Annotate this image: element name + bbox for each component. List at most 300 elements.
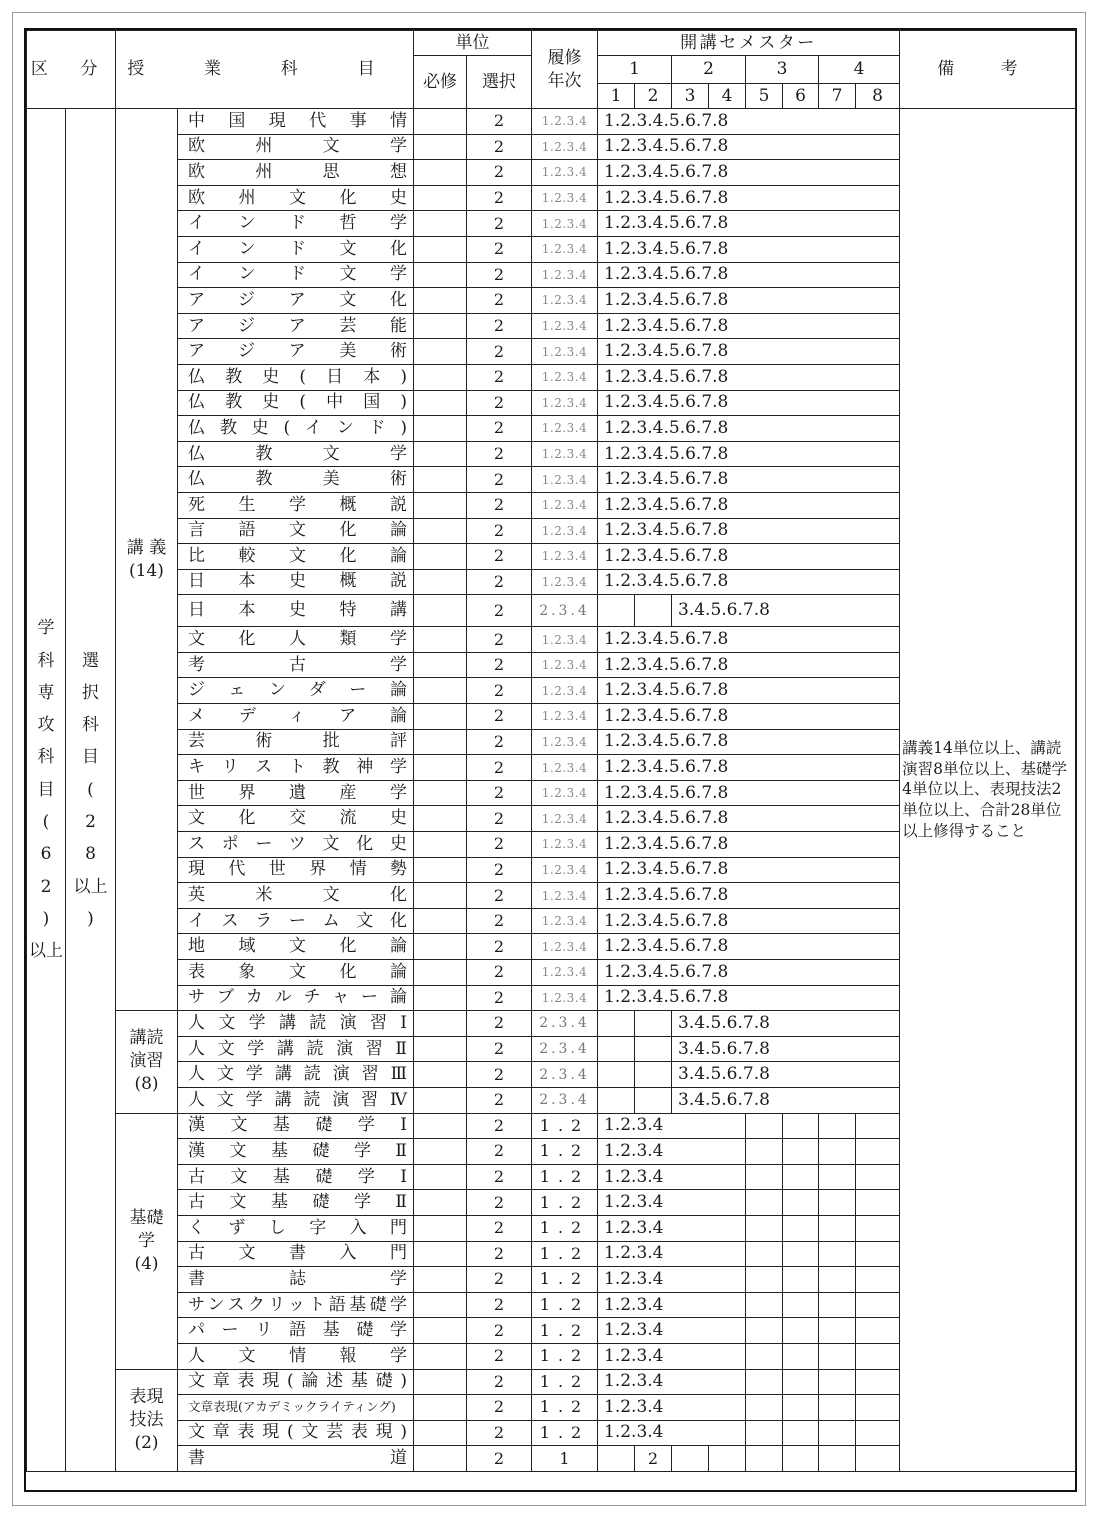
required-credit [414,1292,467,1318]
elective-credit: 2 [467,985,532,1011]
semester-cell: 1.2.3.4 [598,1215,746,1241]
semester-cell [783,1164,819,1190]
semester-1-header: 1 [598,84,635,109]
semester-cell [856,1215,900,1241]
semester-cell: 1.2.3.4.5.6.7.8 [598,883,900,909]
semester-header: 開講セメスター [598,31,900,56]
semester-cell: 1.2.3.4.5.6.7.8 [598,985,900,1011]
semester-cell: 1.2.3.4.5.6.7.8 [598,185,900,211]
subject-name: 世界遺産学 [178,780,414,806]
semester-cell [783,1215,819,1241]
course-year: 1.2 [532,1164,598,1190]
semester-cell: 1.2.3.4.5.6.7.8 [598,806,900,832]
subject-name: 現代世界情勢 [178,857,414,883]
semester-cell [746,1343,783,1369]
semester-cell [819,1139,856,1165]
required-credit [414,1369,467,1395]
semester-cell: 3.4.5.6.7.8 [672,1011,900,1037]
subject-name: 英米文化 [178,883,414,909]
course-year: 1.2.3.4 [532,160,598,186]
course-year: 1.2.3.4 [532,313,598,339]
required-credit [414,908,467,934]
subject-name: メディア論 [178,704,414,730]
semester-cell [709,1446,746,1472]
elective-credit: 2 [467,544,532,570]
course-year: 1.2.3.4 [532,416,598,442]
course-year: 2.3.4 [532,1062,598,1088]
basic-category: 基礎 学 (4) [116,1113,178,1369]
course-year: 1.2.3.4 [532,339,598,365]
elective-credit: 2 [467,1139,532,1165]
subject-name: アジア美術 [178,339,414,365]
subject-name: 欧州文学 [178,134,414,160]
course-year: 1.2.3.4 [532,236,598,262]
subject-name: サンスクリット語基礎学 [178,1292,414,1318]
required-credit [414,755,467,781]
elective-credit: 2 [467,627,532,653]
elective-credit: 2 [467,1062,532,1088]
required-credit [414,780,467,806]
required-credit [414,492,467,518]
subject-name: 比較文化論 [178,544,414,570]
semester-cell [746,1241,783,1267]
elective-credit: 2 [467,806,532,832]
semester-4-header: 4 [709,84,746,109]
semester-cell: 1.2.3.4 [598,1267,746,1293]
elective-credit: 2 [467,595,532,627]
course-year: 1.2.3.4 [532,518,598,544]
required-credit [414,467,467,493]
elective-credit: 2 [467,857,532,883]
semester-cell [746,1113,783,1139]
subject-name: 人文学講読演習Ⅲ [178,1062,414,1088]
curriculum-document [24,28,1077,1492]
course-year: 1.2 [532,1215,598,1241]
semester-cell: 1.2.3.4.5.6.7.8 [598,441,900,467]
required-credit [414,1062,467,1088]
credits-header: 単位 [414,31,532,56]
course-year: 1.2.3.4 [532,134,598,160]
semester-5-header: 5 [746,84,783,109]
required-credit [414,1395,467,1421]
semester-cell [746,1139,783,1165]
table-row [27,109,1076,135]
semester-6-header: 6 [783,84,819,109]
elective-credit: 2 [467,908,532,934]
course-year: 1.2.3.4 [532,934,598,960]
semester-cell [783,1190,819,1216]
elective-credit: 2 [467,1395,532,1421]
elective-credit: 2 [467,960,532,986]
elective-credit: 2 [467,313,532,339]
required-credit [414,1267,467,1293]
semester-cell [856,1190,900,1216]
semester-cell [819,1369,856,1395]
required-credit [414,1139,467,1165]
semester-cell: 1.2.3.4.5.6.7.8 [598,211,900,237]
course-year: 1.2 [532,1139,598,1165]
subject-name: 文化交流史 [178,806,414,832]
semester-cell: 1.2.3.4 [598,1164,746,1190]
semester-cell: 1.2.3.4.5.6.7.8 [598,832,900,858]
year-3-header: 3 [746,56,819,84]
subject-name: 古文基礎学Ⅰ [178,1164,414,1190]
course-year: 1.2 [532,1241,598,1267]
subject-name: キリスト教神学 [178,755,414,781]
subject-name: 地域文化論 [178,934,414,960]
course-year: 1.2 [532,1395,598,1421]
required-credit [414,1164,467,1190]
elective-credit: 2 [467,1318,532,1344]
semester-cell: 1.2.3.4.5.6.7.8 [598,313,900,339]
semester-cell [598,1087,635,1113]
required-credit [414,934,467,960]
semester-cell: 3.4.5.6.7.8 [672,1036,900,1062]
course-year: 2.3.4 [532,1036,598,1062]
major-subjects-category: 学 科 専 攻 科 目 ( 6 2 ) 以上 [27,109,66,1472]
course-year: 1.2.3.4 [532,652,598,678]
subject-name: 漢文基礎学Ⅱ [178,1139,414,1165]
subject-name: 中国現代事情 [178,109,414,135]
semester-cell [783,1369,819,1395]
course-year: 1 [532,1446,598,1472]
subject-name: 文化人類学 [178,627,414,653]
semester-cell: 1.2.3.4 [598,1292,746,1318]
course-year: 1.2.3.4 [532,109,598,135]
required-credit [414,518,467,544]
elective-credit: 2 [467,262,532,288]
elective-credit: 2 [467,339,532,365]
subject-name: 人文学講読演習Ⅰ [178,1011,414,1037]
elective-credit: 2 [467,109,532,135]
subject-name: 仏教文学 [178,441,414,467]
semester-cell [819,1318,856,1344]
required-credit [414,211,467,237]
elective-credit: 2 [467,1087,532,1113]
elective-credit: 2 [467,1190,532,1216]
semester-cell: 3.4.5.6.7.8 [672,1087,900,1113]
subject-name: 仏教史(インド) [178,416,414,442]
course-year: 1.2.3.4 [532,627,598,653]
semester-cell: 1.2.3.4.5.6.7.8 [598,288,900,314]
subject-name: 表象文化論 [178,960,414,986]
semester-cell: 1.2.3.4 [598,1318,746,1344]
semester-cell: 2 [635,1446,672,1472]
elective-credit: 2 [467,364,532,390]
elective-header: 選択 [467,56,532,109]
required-credit [414,1087,467,1113]
subject-name: 仏教美術 [178,467,414,493]
subject-name: 人文学講読演習Ⅳ [178,1087,414,1113]
semester-cell [746,1190,783,1216]
required-credit [414,806,467,832]
required-credit [414,313,467,339]
semester-cell [819,1113,856,1139]
semester-cell [783,1292,819,1318]
semester-cell: 1.2.3.4.5.6.7.8 [598,416,900,442]
elective-credit: 2 [467,288,532,314]
semester-cell [746,1395,783,1421]
semester-cell: 1.2.3.4.5.6.7.8 [598,236,900,262]
subject-name: 人文情報学 [178,1343,414,1369]
semester-cell: 1.2.3.4.5.6.7.8 [598,729,900,755]
required-credit [414,960,467,986]
course-year: 1.2 [532,1369,598,1395]
required-credit [414,1113,467,1139]
semester-cell [783,1446,819,1472]
semester-cell [856,1241,900,1267]
semester-cell [856,1292,900,1318]
semester-cell [746,1292,783,1318]
subject-header: 授 業 科 目 [116,31,414,109]
elective-credit: 2 [467,1215,532,1241]
course-year: 1.2.3.4 [532,857,598,883]
elective-credit: 2 [467,236,532,262]
semester-cell: 1.2.3.4 [598,1113,746,1139]
course-year: 1.2 [532,1420,598,1446]
elective-credit: 2 [467,467,532,493]
course-year: 1.2.3.4 [532,441,598,467]
semester-cell [856,1446,900,1472]
semester-cell [746,1267,783,1293]
course-year: 2.3.4 [532,595,598,627]
elective-credit: 2 [467,1343,532,1369]
semester-cell [819,1420,856,1446]
course-year: 1.2.3.4 [532,755,598,781]
subject-name: 芸術批評 [178,729,414,755]
semester-cell: 1.2.3.4.5.6.7.8 [598,704,900,730]
subject-name: くずし字入門 [178,1215,414,1241]
elective-credit: 2 [467,492,532,518]
course-year: 1.2.3.4 [532,544,598,570]
subject-name: 日本史特講 [178,595,414,627]
semester-cell: 1.2.3.4.5.6.7.8 [598,492,900,518]
subject-name: インド哲学 [178,211,414,237]
elective-credit: 2 [467,1369,532,1395]
lecture-category: 講 義 (14) [116,109,178,1011]
semester-cell [635,1087,672,1113]
subject-name: 書誌学 [178,1267,414,1293]
semester-cell [783,1395,819,1421]
elective-credit: 2 [467,652,532,678]
year-2-header: 2 [672,56,746,84]
semester-cell: 1.2.3.4.5.6.7.8 [598,134,900,160]
subject-name: 死生学概説 [178,492,414,518]
required-credit [414,627,467,653]
elective-credit: 2 [467,704,532,730]
semester-cell: 1.2.3.4.5.6.7.8 [598,569,900,595]
semester-cell [783,1139,819,1165]
subject-name: 文章表現(アカデミックライティング) [178,1395,414,1421]
elective-credit: 2 [467,1267,532,1293]
required-credit [414,652,467,678]
required-credit [414,1420,467,1446]
semester-cell: 1.2.3.4.5.6.7.8 [598,544,900,570]
subject-name: スポーツ文化史 [178,832,414,858]
semester-cell [746,1164,783,1190]
semester-cell [783,1241,819,1267]
semester-cell: 3.4.5.6.7.8 [672,1062,900,1088]
semester-cell [819,1343,856,1369]
required-credit [414,595,467,627]
required-credit [414,160,467,186]
required-credit [414,134,467,160]
semester-cell: 1.2.3.4.5.6.7.8 [598,262,900,288]
elective-credit: 2 [467,883,532,909]
required-credit [414,1446,467,1472]
semester-cell: 1.2.3.4.5.6.7.8 [598,364,900,390]
remarks-note: 講義14単位以上、講読演習8単位以上、基礎学4単位以上、表現技法2単位以上、合計28単位以上修得すること [900,109,1076,1472]
course-year: 1.2.3.4 [532,780,598,806]
subject-name: インド文化 [178,236,414,262]
semester-cell [856,1318,900,1344]
course-year: 1.2.3.4 [532,569,598,595]
semester-cell [819,1164,856,1190]
elective-credit: 2 [467,134,532,160]
elective-credit: 2 [467,518,532,544]
course-year: 1.2.3.4 [532,262,598,288]
required-credit [414,729,467,755]
subject-name: サブカルチャー論 [178,985,414,1011]
semester-cell [635,595,672,627]
course-year: 1.2.3.4 [532,390,598,416]
semester-cell [783,1420,819,1446]
semester-cell: 1.2.3.4.5.6.7.8 [598,109,900,135]
semester-cell [746,1369,783,1395]
subject-name: イスラーム文化 [178,908,414,934]
year-header: 履修年次 [532,31,598,109]
semester-cell [783,1343,819,1369]
semester-cell [856,1139,900,1165]
subject-name: 書道 [178,1446,414,1472]
course-year: 1.2.3.4 [532,185,598,211]
elective-credit: 2 [467,1446,532,1472]
elective-credit: 2 [467,934,532,960]
elective-credit: 2 [467,1036,532,1062]
elective-credit: 2 [467,1011,532,1037]
course-year: 1.2.3.4 [532,985,598,1011]
subject-name: 漢文基礎学Ⅰ [178,1113,414,1139]
course-year: 1.2 [532,1113,598,1139]
semester-cell [598,1446,635,1472]
course-year: 1.2.3.4 [532,960,598,986]
subject-name: 日本史概説 [178,569,414,595]
course-year: 1.2.3.4 [532,806,598,832]
semester-cell: 1.2.3.4 [598,1190,746,1216]
required-credit [414,832,467,858]
semester-cell [856,1395,900,1421]
semester-cell: 1.2.3.4.5.6.7.8 [598,960,900,986]
semester-cell [856,1267,900,1293]
required-credit [414,262,467,288]
elective-credit: 2 [467,1241,532,1267]
subject-name: 文章表現(論述基礎) [178,1369,414,1395]
semester-cell [819,1215,856,1241]
semester-cell: 1.2.3.4.5.6.7.8 [598,780,900,806]
year-1-header: 1 [598,56,672,84]
subject-name: アジア文化 [178,288,414,314]
elective-credit: 2 [467,1420,532,1446]
semester-cell: 1.2.3.4 [598,1420,746,1446]
elective-credit: 2 [467,416,532,442]
subject-name: 仏教史(中国) [178,390,414,416]
elective-subjects-category: 選 択 科 目 ( 2 8 以上 ) [66,109,116,1472]
elective-credit: 2 [467,211,532,237]
semester-cell [819,1190,856,1216]
reading-category: 講読 演習 (8) [116,1011,178,1113]
required-credit [414,339,467,365]
required-credit [414,390,467,416]
semester-cell: 1.2.3.4.5.6.7.8 [598,678,900,704]
required-credit [414,1318,467,1344]
semester-cell: 1.2.3.4.5.6.7.8 [598,857,900,883]
semester-cell [783,1113,819,1139]
course-year: 1.2 [532,1343,598,1369]
course-year: 1.2.3.4 [532,678,598,704]
semester-cell [598,595,635,627]
course-year: 1.2.3.4 [532,883,598,909]
subject-name: 欧州文化史 [178,185,414,211]
semester-cell: 1.2.3.4 [598,1343,746,1369]
semester-cell: 1.2.3.4.5.6.7.8 [598,390,900,416]
required-credit [414,364,467,390]
course-year: 2.3.4 [532,1011,598,1037]
required-credit [414,109,467,135]
required-credit [414,1011,467,1037]
subject-name: 欧州思想 [178,160,414,186]
semester-cell [598,1011,635,1037]
semester-cell: 1.2.3.4 [598,1395,746,1421]
curriculum-table [26,30,1076,1472]
subject-name: 文章表現(文芸表現) [178,1420,414,1446]
elective-credit: 2 [467,569,532,595]
elective-credit: 2 [467,441,532,467]
subject-name: 古文基礎学Ⅱ [178,1190,414,1216]
elective-credit: 2 [467,185,532,211]
semester-2-header: 2 [635,84,672,109]
expression-category: 表現 技法 (2) [116,1369,178,1471]
semester-cell [856,1343,900,1369]
semester-cell [746,1446,783,1472]
subject-name: 仏教史(日本) [178,364,414,390]
required-credit [414,416,467,442]
course-year: 1.2.3.4 [532,364,598,390]
semester-cell: 1.2.3.4 [598,1139,746,1165]
required-credit [414,985,467,1011]
course-year: 1.2.3.4 [532,908,598,934]
course-year: 2.3.4 [532,1087,598,1113]
semester-cell [819,1395,856,1421]
elective-credit: 2 [467,832,532,858]
category-header: 区 分 [27,31,116,109]
semester-cell [746,1215,783,1241]
course-year: 1.2.3.4 [532,492,598,518]
year-4-header: 4 [819,56,900,84]
subject-name: 人文学講読演習Ⅱ [178,1036,414,1062]
remarks-header: 備 考 [900,31,1076,109]
semester-cell [746,1420,783,1446]
subject-name: 言語文化論 [178,518,414,544]
elective-credit: 2 [467,755,532,781]
elective-credit: 2 [467,1292,532,1318]
semester-cell [819,1292,856,1318]
required-credit [414,678,467,704]
elective-credit: 2 [467,729,532,755]
course-year: 1.2 [532,1318,598,1344]
semester-cell [819,1241,856,1267]
required-credit [414,1190,467,1216]
semester-cell [819,1267,856,1293]
